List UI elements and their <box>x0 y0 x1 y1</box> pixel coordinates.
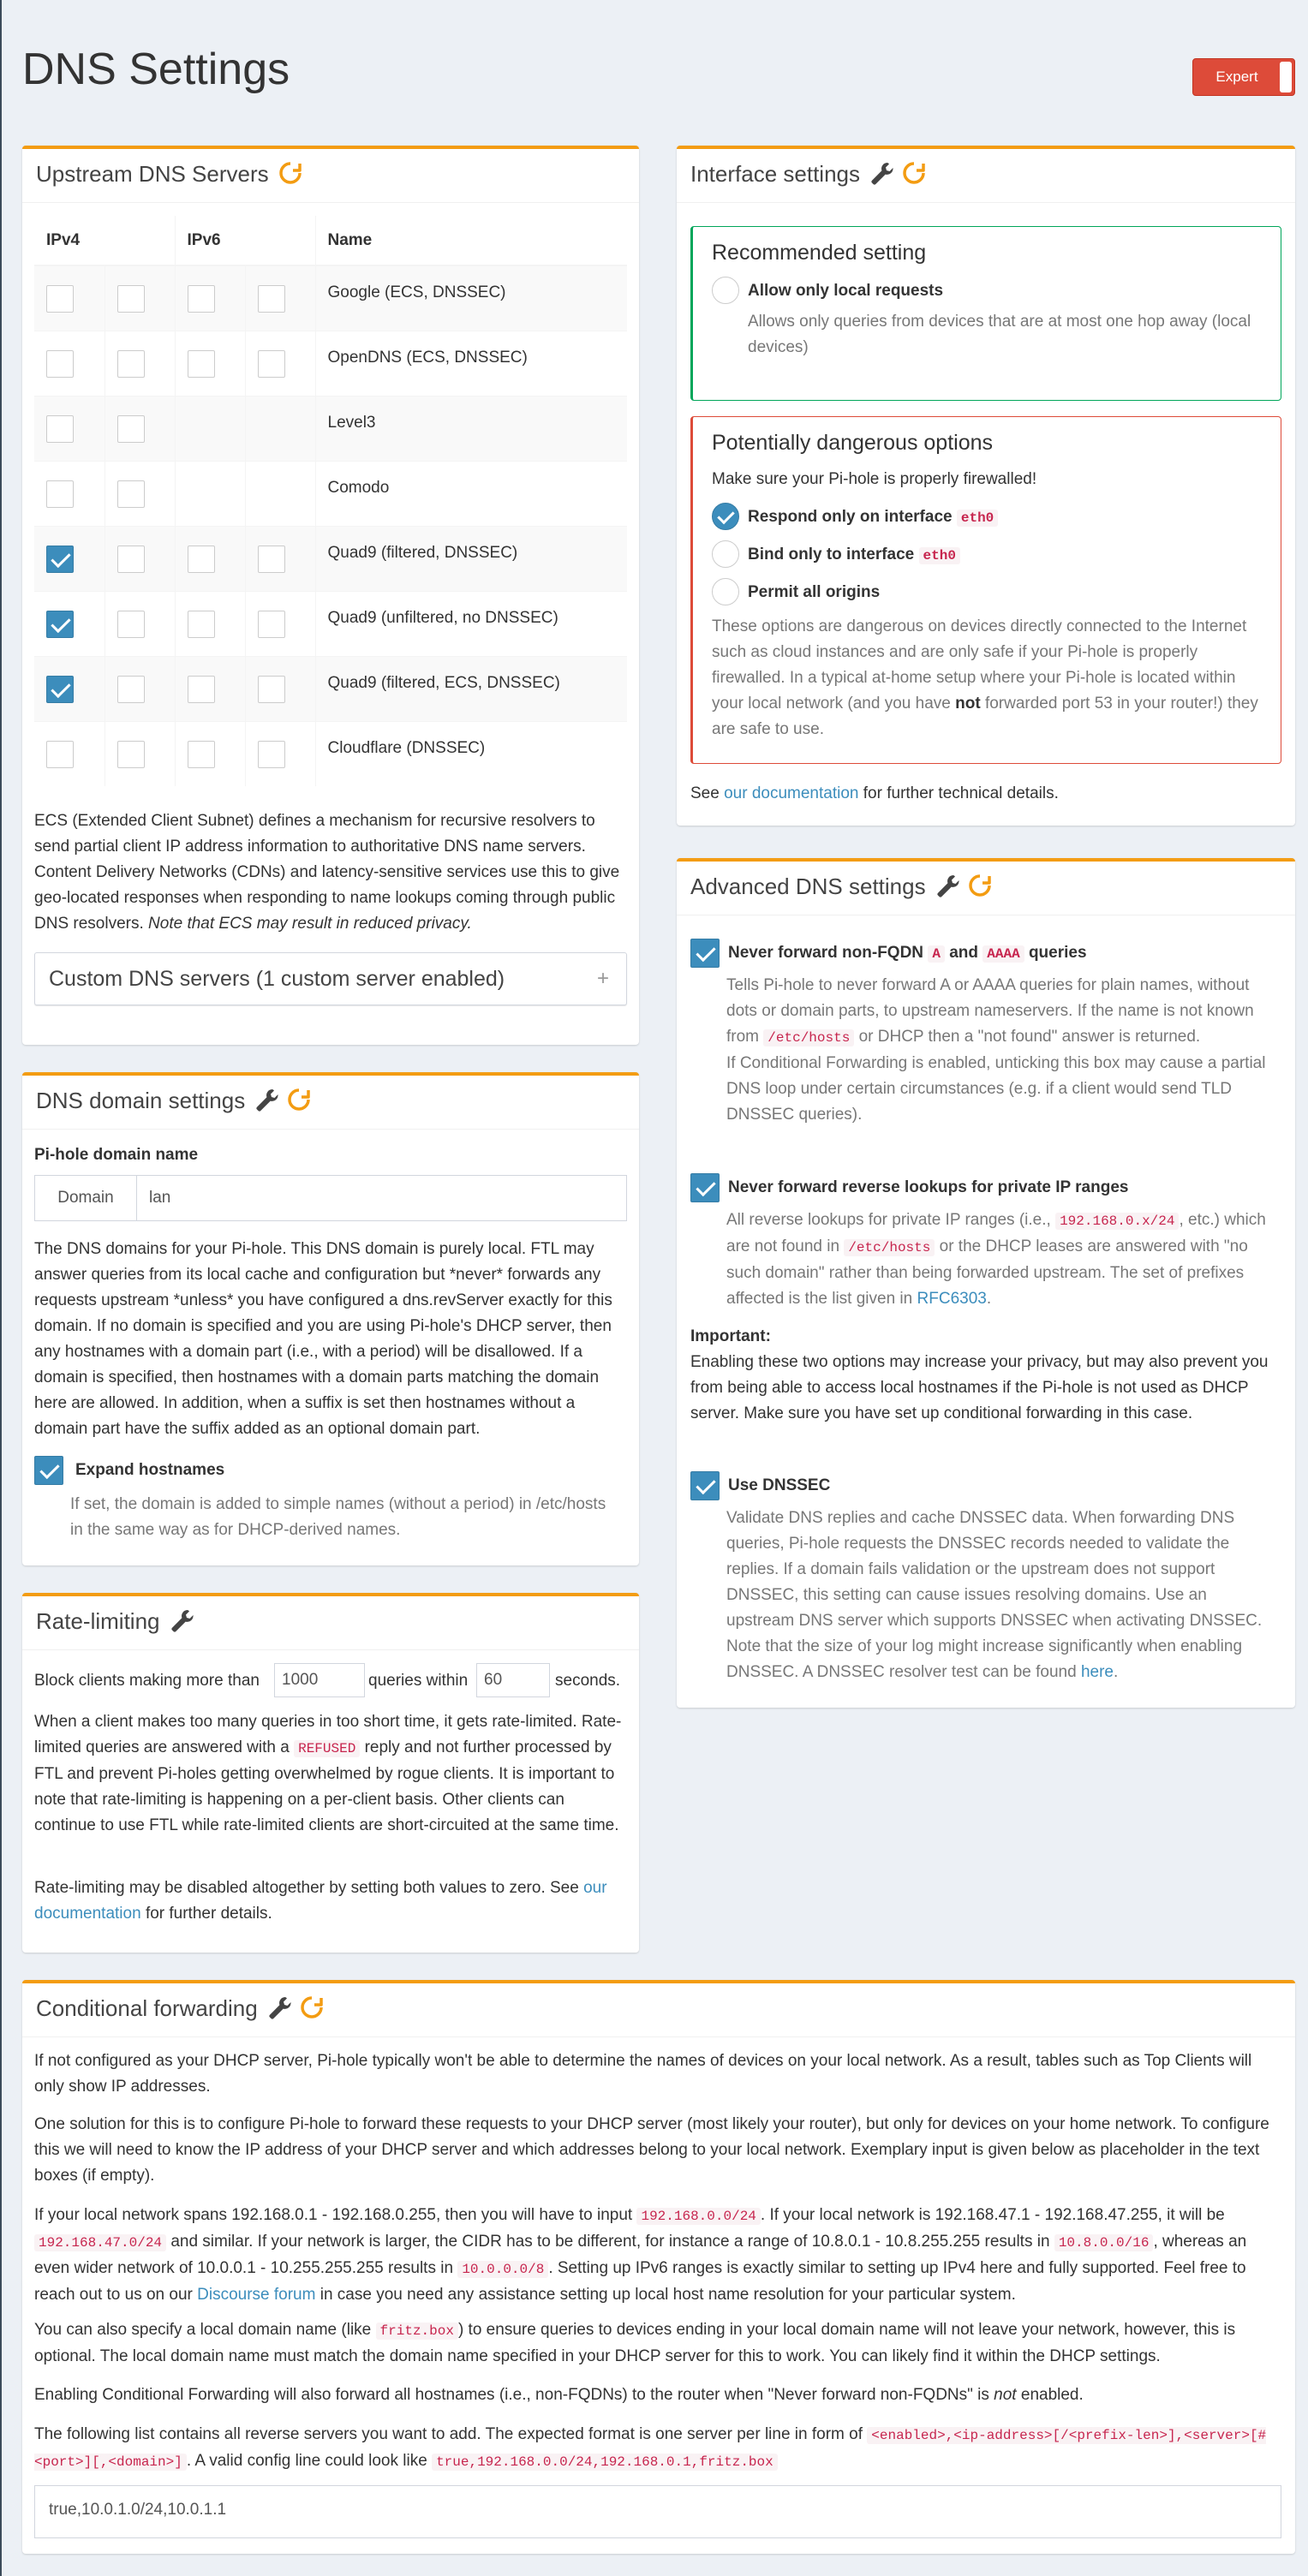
upstream-row <box>34 656 627 721</box>
fqdn-label[interactable]: Never forward non-FQDN A and AAAA queries <box>728 944 1087 962</box>
radio-single-label[interactable]: Respond only on interface eth0 <box>748 504 998 531</box>
interface-settings-box <box>677 146 1295 826</box>
refresh-icon[interactable] <box>901 160 927 186</box>
upstream-name: Quad9 (filtered, DNSSEC) <box>315 526 627 591</box>
conditional-forwarding-box <box>22 1980 1295 2554</box>
ipv6-primary-checkbox[interactable] <box>188 350 215 378</box>
upstream-cell <box>175 331 245 396</box>
rate-count-input[interactable]: 1000 <box>274 1663 365 1697</box>
ipv6-secondary-checkbox[interactable] <box>258 285 285 313</box>
iface-see-docs: See our documentation for further technical details. <box>690 784 1059 802</box>
wrench-icon[interactable] <box>935 873 960 898</box>
ipv4-secondary-checkbox[interactable] <box>117 350 145 378</box>
ipv6-secondary-checkbox[interactable] <box>258 546 285 573</box>
ipv6-primary-checkbox[interactable] <box>188 741 215 768</box>
radio-bind[interactable] <box>712 540 739 568</box>
recommended-title: Recommended setting <box>712 241 927 265</box>
wrench-icon[interactable] <box>169 1607 194 1633</box>
upstream-name: OpenDNS (ECS, DNSSEC) <box>315 331 627 396</box>
ipv4-secondary-checkbox[interactable] <box>117 741 145 768</box>
radio-local[interactable] <box>712 277 739 304</box>
ipv4-secondary-checkbox[interactable] <box>117 546 145 573</box>
page-title: DNS Settings <box>22 45 290 94</box>
custom-dns-collapse[interactable] <box>34 952 627 1005</box>
dnssec-checkbox[interactable] <box>690 1471 720 1500</box>
fqdn-help: Tells Pi-hole to never forward A or AAAA queries for plain names, without dots or domain parts, to upstream nameservers. If the name is not known from /etc/hosts or DHCP then a "not found" answer is returned. If Conditional Forwarding is enabled, unticking this box may cause a partial DNS loop under certain circumstances (e.g. if a client would send TLD DNSSEC queries). <box>726 976 1266 1124</box>
rate-limiting-box <box>22 1593 639 1953</box>
adv-title: Advanced DNS settings <box>690 874 926 899</box>
upstream-cell <box>105 331 175 396</box>
expand-hostnames-help: If set, the domain is added to simple names (without a period) in /etc/hosts in the same way as for DHCP-derived names. <box>70 1495 606 1539</box>
rate-mid: queries within <box>368 1672 469 1690</box>
custom-dns-label: Custom DNS servers (1 custom server enabled) <box>49 967 505 991</box>
upstream-title: Upstream DNS Servers <box>36 161 269 187</box>
bogus-priv-checkbox[interactable] <box>690 1173 720 1202</box>
upstream-row <box>34 396 627 461</box>
ipv6-secondary-checkbox[interactable] <box>258 350 285 378</box>
ipv6-primary-checkbox[interactable] <box>188 676 215 703</box>
upstream-cell <box>245 331 315 396</box>
upstream-cell <box>245 265 315 331</box>
upstream-cell <box>175 461 245 526</box>
upstream-cell <box>105 461 175 526</box>
ipv6-primary-checkbox[interactable] <box>188 546 215 573</box>
upstream-cell <box>175 591 245 656</box>
upstream-cell <box>245 591 315 656</box>
upstream-cell <box>175 721 245 786</box>
expand-hostnames-label[interactable]: Expand hostnames <box>75 1461 225 1479</box>
ipv6-primary-checkbox[interactable] <box>188 285 215 313</box>
upstream-name: Quad9 (unfiltered, no DNSSEC) <box>315 591 627 656</box>
ipv6-primary-checkbox[interactable] <box>188 611 215 638</box>
upstream-cell <box>175 656 245 721</box>
cond-p1: If not configured as your DHCP server, Pi-hole typically won't be able to determine the names of devices on your local network. As a result, tables such as Top Clients will only show IP addresses. <box>34 2052 1252 2096</box>
upstream-dns-box <box>22 146 639 1045</box>
upstream-cell <box>245 656 315 721</box>
upstream-cell <box>34 331 105 396</box>
col-ipv4: IPv4 <box>34 216 175 265</box>
ipv4-secondary-checkbox[interactable] <box>117 415 145 443</box>
domain-title: DNS domain settings <box>36 1088 246 1113</box>
ipv4-secondary-checkbox[interactable] <box>117 480 145 508</box>
radio-all-label[interactable]: Permit all origins <box>748 583 881 601</box>
upstream-cell <box>105 591 175 656</box>
cond-p4: You can also specify a local domain name (like fritz.box ) to ensure queries to devices ending in your local domain name will not leave your network, however, this is optional. The local domain name must match the domain name specified in your DHCP server for this to work. You can likely find it within the DHCP settings. <box>34 2321 1236 2365</box>
dangerous-subtitle: Make sure your Pi-hole is properly firewalled! <box>712 470 1037 488</box>
ipv6-secondary-checkbox[interactable] <box>258 741 285 768</box>
wrench-icon[interactable] <box>869 160 894 186</box>
ipv4-primary-checkbox[interactable] <box>46 350 74 378</box>
radio-single[interactable] <box>712 503 739 530</box>
ipv4-primary-checkbox[interactable] <box>46 741 74 768</box>
upstream-cell <box>245 461 315 526</box>
wrench-icon[interactable] <box>254 1087 279 1112</box>
ecs-description: ECS (Extended Client Subnet) defines a mechanism for recursive resolvers to send partial client IP address information to authoritative DNS name servers. Content Delivery Networks (CDNs) and latency-sensitive services use this to give geo-located responses when responding to name lookups coming through public DNS resolvers. Note that ECS may result in reduced privacy. <box>34 812 620 933</box>
upstream-cell <box>245 396 315 461</box>
toggle-knob[interactable] <box>1280 62 1292 92</box>
upstream-row <box>34 526 627 591</box>
wrench-icon[interactable] <box>266 1995 292 2020</box>
upstream-cell <box>34 265 105 331</box>
ipv6-secondary-checkbox[interactable] <box>258 676 285 703</box>
upstream-row <box>34 265 627 331</box>
rfc6303-link[interactable]: RFC6303 <box>917 1290 987 1308</box>
cond-p6: The following list contains all reverse servers you want to add. The expected format is one server per line in form of <enabled>,<ip-address>[/<prefix-len>],<server>[#<port>][,<domain>] . A valid config line could look like true,192.168.0.0/24,192.168.0.1,fritz.box <box>34 2425 1267 2470</box>
ipv4-primary-checkbox[interactable] <box>46 546 74 573</box>
rate-docs-link[interactable]: our documentation <box>34 1879 607 1923</box>
upstream-cell <box>34 721 105 786</box>
radio-local-help: Allows only queries from devices that are at most one hop away (local devices) <box>748 313 1251 356</box>
refresh-icon[interactable] <box>278 160 303 186</box>
domain-field-label: Pi-hole domain name <box>34 1146 199 1164</box>
upstream-cell <box>245 721 315 786</box>
ipv4-secondary-checkbox[interactable] <box>117 285 145 313</box>
col-name: Name <box>315 216 627 265</box>
rev-server-textarea[interactable] <box>34 2485 1281 2538</box>
upstream-cell <box>34 396 105 461</box>
domain-input[interactable]: lan <box>136 1175 627 1221</box>
upstream-name: Level3 <box>315 396 627 461</box>
domain-description: The DNS domains for your Pi-hole. This DNS domain is purely local. FTL may answer queries from its local cache and configuration but *never* forwards any requests upstream *unless* you have configured a dns.revServer exactly for this domain. If no domain is specified and you are using Pi-hole's DHCP server, then any hostnames with a domain part (i.e., with a period) will be disallowed. If a domain is specified, then hostnames with a domain parts matching the domain here are allowed. In addition, when a suffix is set then hostnames without a domain part have the suffix added as an optional domain part. <box>34 1240 612 1438</box>
upstream-name: Quad9 (filtered, ECS, DNSSEC) <box>315 656 627 721</box>
upstream-row <box>34 331 627 396</box>
dangerous-callout <box>690 416 1281 764</box>
cond-p2: One solution for this is to configure Pi-hole to forward these requests to your DHCP server (most likely your router), but only for devices on your home network. To configure this we will need to know the IP address of your DHCP server and which addresses belong to your local network. Exemplary input is given below as placeholder in the text boxes (if empty). <box>34 2115 1269 2185</box>
upstream-row <box>34 721 627 786</box>
ecs-note: Note that ECS may result in reduced privacy. <box>148 915 472 933</box>
upstream-cell <box>34 526 105 591</box>
cond-title: Conditional forwarding <box>36 1995 258 2021</box>
bogus-priv-help: All reverse lookups for private IP ranges (i.e., 192.168.0.x/24 , etc.) which are not found in /etc/hosts or the DHCP leases are answered with "no such domain" rather than being forwarded upstream. The set of prefixes affected is the list given in RFC6303. <box>726 1211 1266 1308</box>
dangerous-description: These options are dangerous on devices directly connected to the Internet such as cloud instances and are only safe if your Pi-hole is properly firewalled. In a typical at-home setup where your Pi-hole is located within your local network (and you have not forwarded port 53 in your router!) they are safe to use. <box>712 617 1258 738</box>
dns-domain-box <box>22 1072 639 1565</box>
cond-p5: Enabling Conditional Forwarding will also forward all hostnames (i.e., non-FQDNs) to the router when "Never forward non-FQDNs" is not enabled. <box>34 2386 1084 2404</box>
upstream-cell <box>105 721 175 786</box>
recommended-callout <box>690 226 1281 401</box>
upstream-name: Google (ECS, DNSSEC) <box>315 265 627 331</box>
expert-label: Expert <box>1215 69 1258 85</box>
ipv4-primary-checkbox[interactable] <box>46 415 74 443</box>
iface-docs-link[interactable]: our documentation <box>724 784 859 802</box>
refresh-icon[interactable] <box>967 873 993 898</box>
rate-interval-input[interactable]: 60 <box>476 1663 550 1697</box>
ipv4-primary-checkbox[interactable] <box>46 676 74 703</box>
iface-title: Interface settings <box>690 161 860 187</box>
ipv4-primary-checkbox[interactable] <box>46 611 74 638</box>
ipv4-secondary-checkbox[interactable] <box>117 676 145 703</box>
upstream-cell <box>175 526 245 591</box>
bogus-priv-label[interactable]: Never forward reverse lookups for private IP ranges <box>728 1178 1129 1196</box>
upstream-cell <box>34 656 105 721</box>
ipv4-secondary-checkbox[interactable] <box>117 611 145 638</box>
important-label: Important: <box>690 1327 771 1345</box>
upstream-cell <box>34 461 105 526</box>
refused-code: REFUSED <box>294 1740 360 1757</box>
upstream-cell <box>105 265 175 331</box>
ipv6-secondary-checkbox[interactable] <box>258 611 285 638</box>
upstream-table <box>34 216 627 786</box>
domain-addon: Domain <box>34 1175 137 1221</box>
expert-toggle[interactable] <box>1192 58 1295 96</box>
important-text: Enabling these two options may increase your privacy, but may also prevent you from being able to access local hostnames if the Pi-hole is not used as DHCP server. Make sure you have set up conditional forwarding in this case. <box>690 1353 1269 1422</box>
refresh-icon[interactable] <box>299 1995 325 2020</box>
rate-post: seconds. <box>555 1672 621 1690</box>
dnssec-label[interactable]: Use DNSSEC <box>728 1476 831 1494</box>
discourse-link[interactable]: Discourse forum <box>197 2286 316 2304</box>
expand-hostnames-checkbox[interactable] <box>34 1456 63 1485</box>
upstream-cell <box>175 396 245 461</box>
rate-description: When a client makes too many queries in too short time, it gets rate-limited. Rate-limited queries are answered with a REFUSED reply and not further processed by FTL and prevent Pi-holes getting overwhelmed by rogue clients. It is important to note that rate-limiting is happening on a per-client basis. Other clients can continue to use FTL while rate-limited clients are short-circuited at the same time. <box>34 1713 622 1834</box>
radio-bind-label[interactable]: Bind only to interface eth0 <box>748 542 960 569</box>
ipv4-primary-checkbox[interactable] <box>46 480 74 508</box>
cond-p3: If your local network spans 192.168.0.1 - 192.168.0.255, then you will have to input 192.168.0.0/24 . If your local network is 192.168.47.1 - 192.168.47.255, it will be 192.168.47.0/24 and similar. If your network is larger, the CIDR has to be different, for instance a range of 10.8.0.1 - 10.8.255.255 results in 10.8.0.0/16 , whereas an even wider network of 10.0.0.1 - 10.255.255.255 results in 10.0.0.0/8 . Setting up IPv6 ranges is exactly similar to setting up IPv4 here and fully supported. Feel free to reach out to us on our Discourse forum in case you need any assistance setting up local host name resolution for your particular system. <box>34 2206 1247 2304</box>
upstream-cell <box>34 591 105 656</box>
radio-all[interactable] <box>712 578 739 605</box>
dnssec-help: Validate DNS replies and cache DNSSEC data. When forwarding DNS queries, Pi-hole requests the DNSSEC records needed to validate the replies. If a domain fails validation or the upstream does not support DNSSEC, this setting can cause issues resolving domains. Use an upstream DNS server which supports DNSSEC when activating DNSSEC. Note that the size of your log might increase significantly when enabling DNSSEC. A DNSSEC resolver test can be found here. <box>726 1509 1263 1681</box>
col-ipv6: IPv6 <box>175 216 315 265</box>
advanced-dns-box <box>677 858 1295 1708</box>
fqdn-checkbox[interactable] <box>690 939 720 968</box>
upstream-name: Comodo <box>315 461 627 526</box>
upstream-row <box>34 591 627 656</box>
dnssec-test-link[interactable]: here <box>1080 1663 1114 1681</box>
dangerous-title: Potentially dangerous options <box>712 431 994 455</box>
upstream-cell <box>105 396 175 461</box>
rate-pre: Block clients making more than <box>34 1672 260 1690</box>
upstream-row <box>34 461 627 526</box>
upstream-name: Cloudflare (DNSSEC) <box>315 721 627 786</box>
refresh-icon[interactable] <box>286 1087 312 1112</box>
radio-local-label[interactable]: Allow only local requests <box>748 282 944 300</box>
upstream-cell <box>105 656 175 721</box>
upstream-cell <box>245 526 315 591</box>
upstream-cell <box>105 526 175 591</box>
plus-icon[interactable]: + <box>596 967 609 990</box>
upstream-cell <box>175 265 245 331</box>
rate-disable-note: Rate-limiting may be disabled altogether by setting both values to zero. See our documentation for further details. <box>34 1879 607 1923</box>
ipv4-primary-checkbox[interactable] <box>46 285 74 313</box>
rate-title: Rate-limiting <box>36 1608 160 1634</box>
